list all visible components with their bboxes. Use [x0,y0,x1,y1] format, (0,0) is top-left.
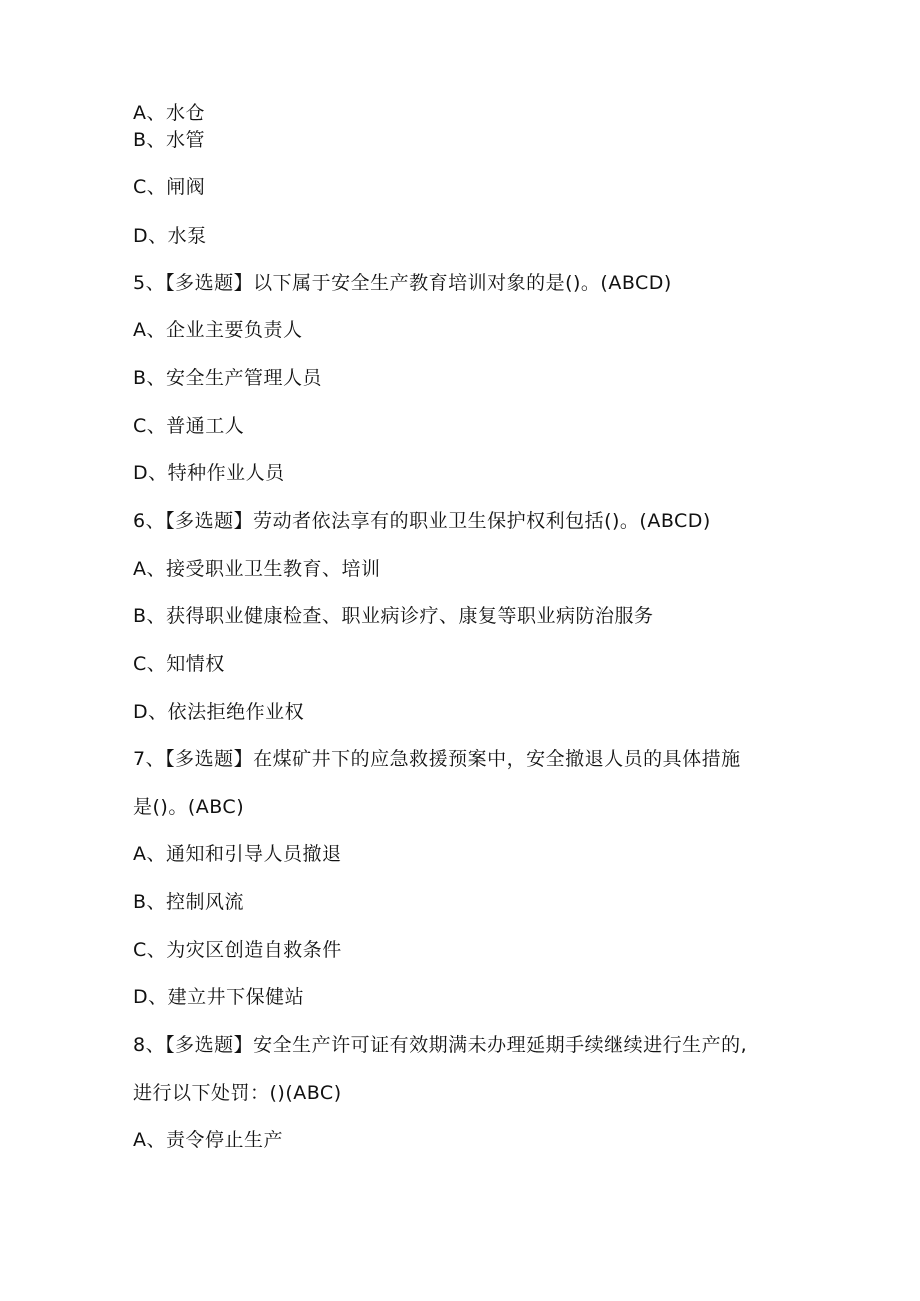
question-6-option-d: D、依法拒绝作业权 [133,701,305,723]
question-6-option-a: A、接受职业卫生教育、培训 [133,558,381,580]
question-8-line-1: 8、【多选题】安全生产许可证有效期满未办理延期手续继续进行生产的, [133,1034,748,1056]
question-7-option-b: B、控制风流 [133,891,245,913]
question-8-line-2: 进行以下处罚：()(ABC) [133,1082,342,1104]
question-5-option-c: C、普通工人 [133,415,245,437]
option-d-water-pump: D、水泵 [133,225,207,247]
question-5-option-a: A、企业主要负责人 [133,319,303,341]
option-c-gate-valve: C、闸阀 [133,176,206,198]
question-6-option-b: B、获得职业健康检查、职业病诊疗、康复等职业病防治服务 [133,605,654,627]
option-a-water-sump: A、水仓 [133,102,205,124]
option-b-water-pipe: B、水管 [133,129,206,151]
question-5-option-b: B、安全生产管理人员 [133,367,323,389]
question-5: 5、【多选题】以下属于安全生产教育培训对象的是()。(ABCD) [133,272,672,294]
question-7-option-d: D、建立井下保健站 [133,986,305,1008]
question-5-option-d: D、特种作业人员 [133,462,285,484]
question-7-option-a: A、通知和引导人员撤退 [133,843,342,865]
question-7-option-c: C、为灾区创造自救条件 [133,939,342,961]
question-7-line-2: 是()。(ABC) [133,796,245,818]
question-6-option-c: C、知情权 [133,653,225,675]
question-8-option-a: A、责令停止生产 [133,1129,283,1151]
question-6: 6、【多选题】劳动者依法享有的职业卫生保护权利包括()。(ABCD) [133,510,711,532]
question-7-line-1: 7、【多选题】在煤矿井下的应急救援预案中，安全撤退人员的具体措施 [133,748,741,770]
